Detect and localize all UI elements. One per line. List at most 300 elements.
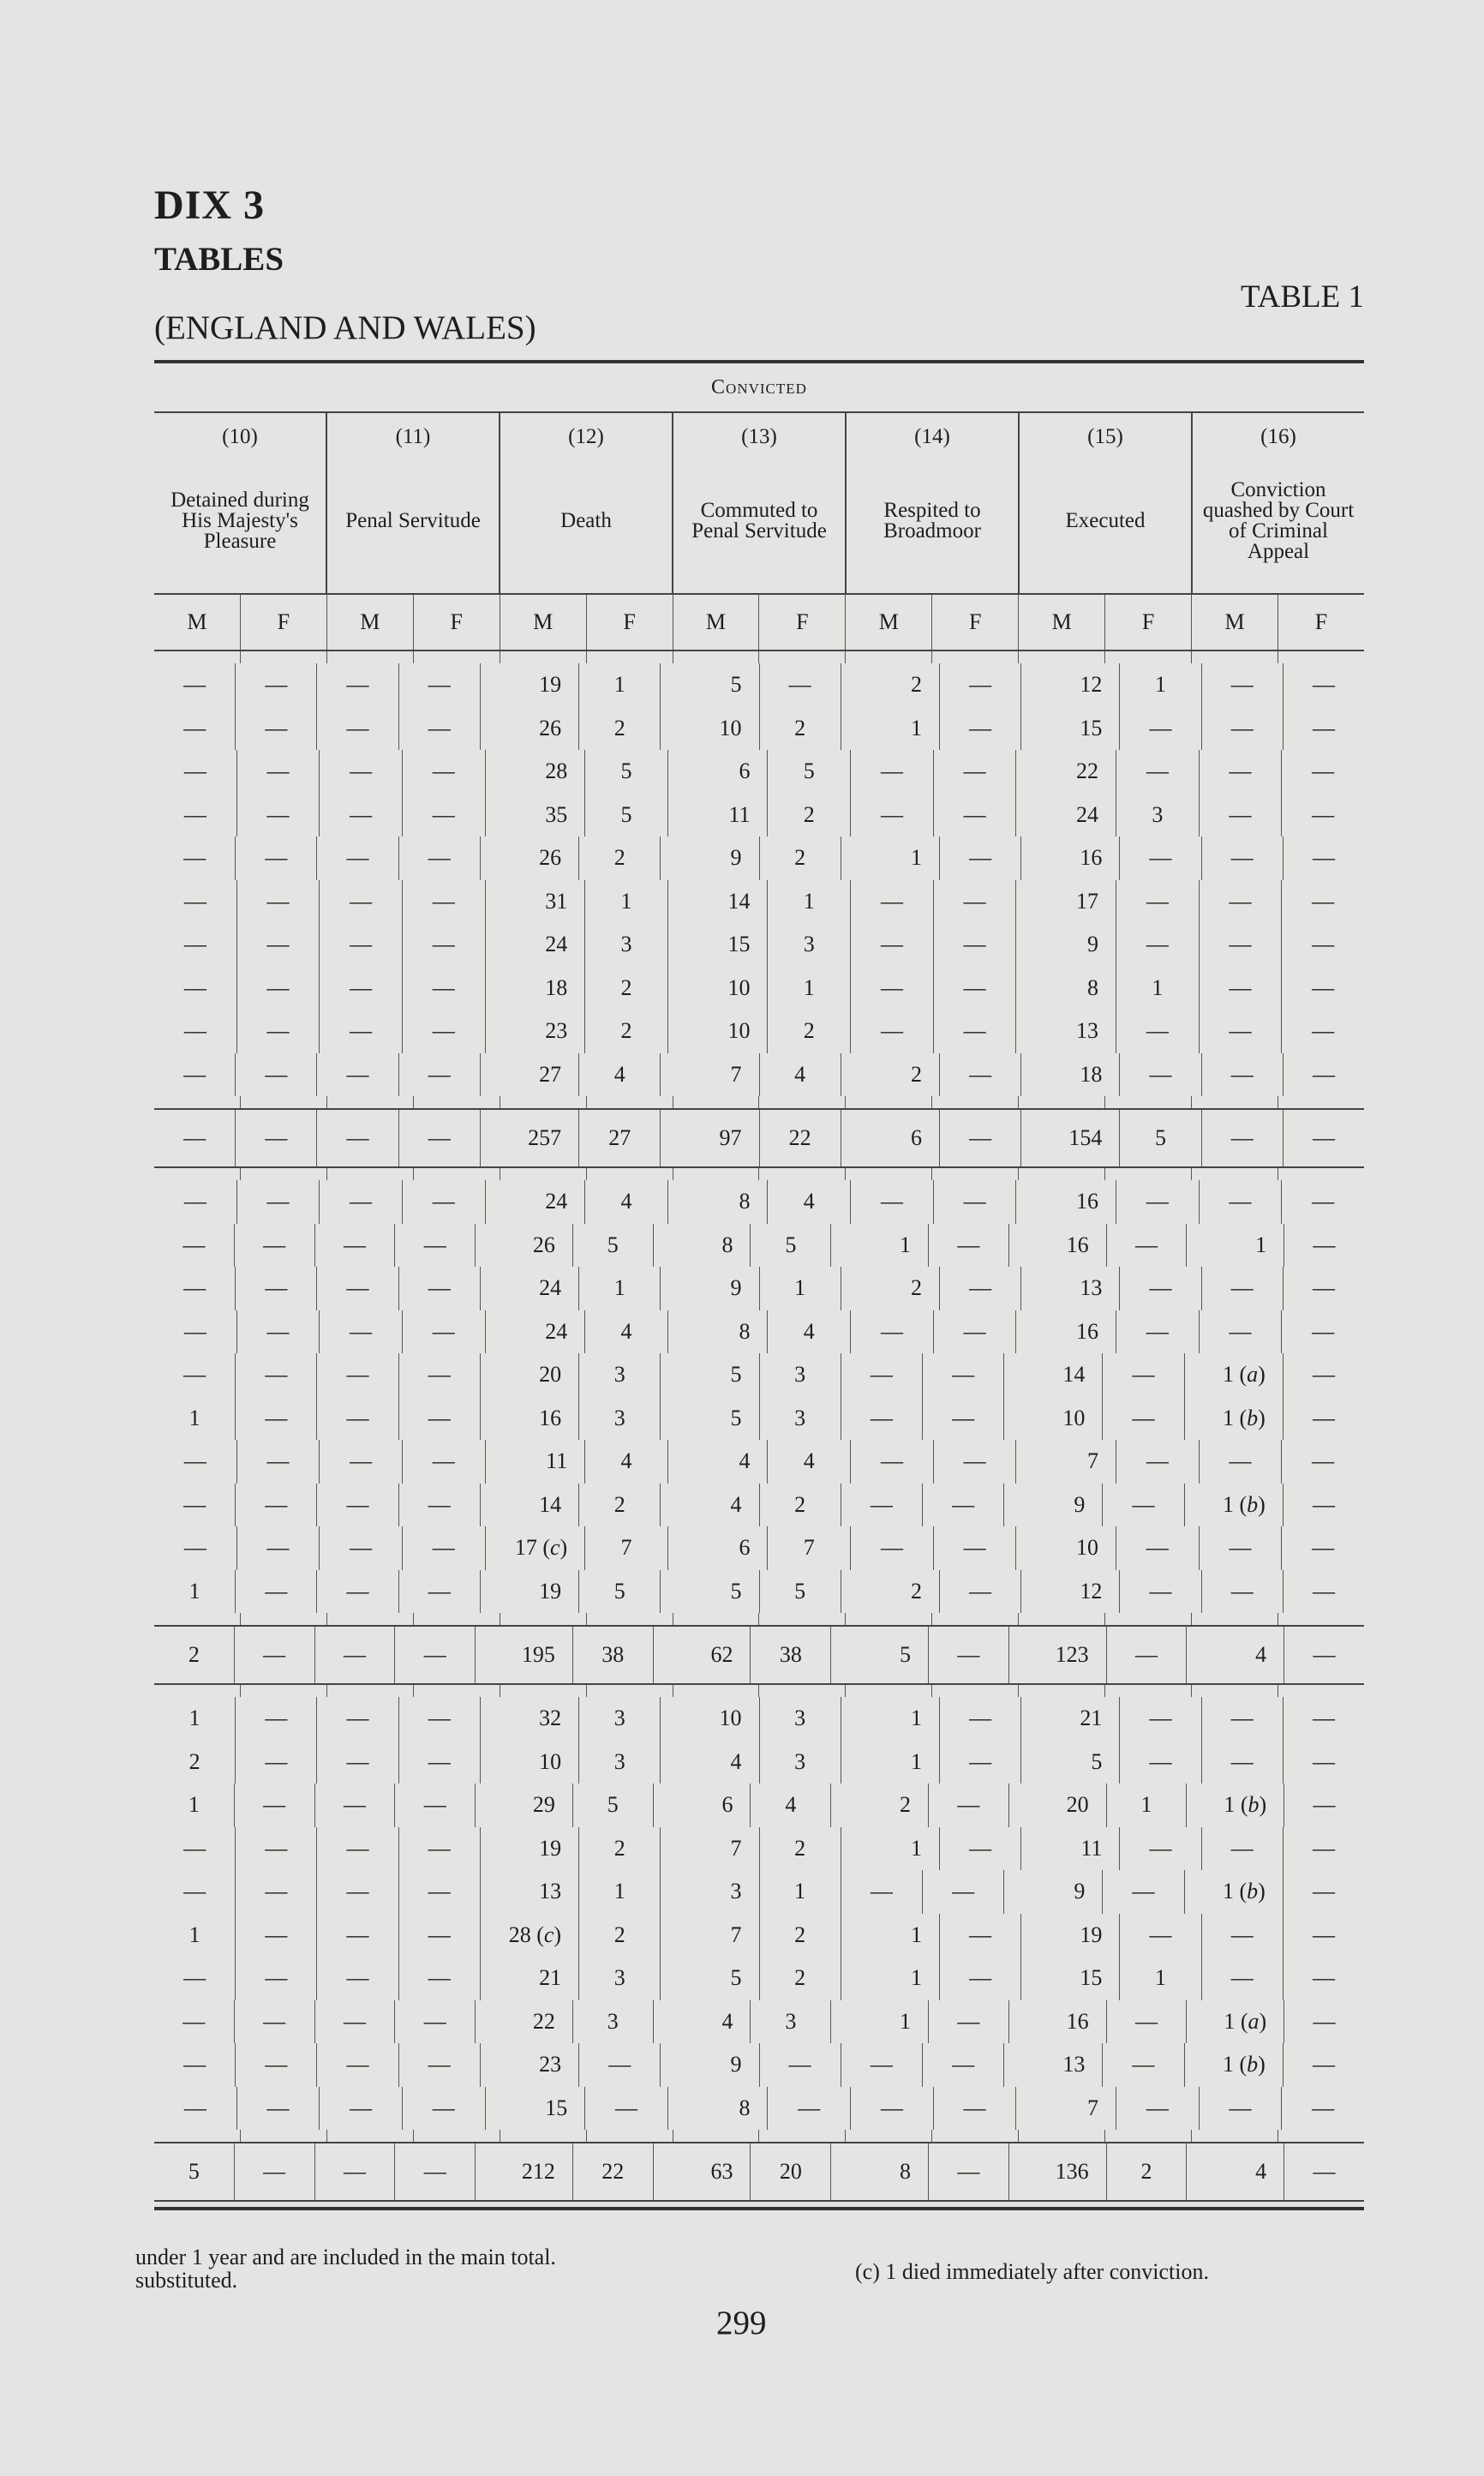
table-cell: —	[316, 1570, 398, 1614]
table-cell: 3	[584, 923, 667, 967]
table-cell: —	[235, 1741, 316, 1784]
table-cell: —	[236, 1180, 320, 1224]
table-cell: —	[402, 2087, 485, 2131]
table-cell: —	[314, 2143, 395, 2200]
table-cell: 11	[1020, 1827, 1119, 1871]
table-cell: 5	[578, 1570, 660, 1614]
table-cell: —	[319, 1180, 402, 1224]
table-cell: 1 ( b )	[1184, 1484, 1283, 1527]
table-cell: 1	[841, 836, 939, 880]
sex-sub-header: F	[586, 595, 673, 650]
table-cell: 1	[584, 880, 667, 924]
table-cell: —	[319, 880, 402, 924]
table-cell: —	[398, 1570, 480, 1614]
table-cell: 5	[767, 750, 850, 794]
table-cell: 1	[767, 880, 850, 924]
table-cell: —	[850, 1526, 933, 1570]
table-cell: —	[319, 750, 402, 794]
table-cell: 7	[660, 1053, 758, 1097]
table-cell: —	[235, 1484, 316, 1527]
table-cell: 2	[767, 794, 850, 837]
table-cell: —	[1116, 2087, 1199, 2131]
table-cell: 5	[660, 1353, 758, 1397]
table-cell: 97	[660, 1110, 758, 1166]
total-row	[154, 2142, 1364, 2202]
table-cell: —	[402, 750, 485, 794]
sex-sub-header: M	[326, 595, 413, 650]
table-cell: —	[398, 1827, 480, 1871]
table-cell: —	[236, 967, 320, 1010]
table-cell: 1	[188, 1578, 200, 1604]
table-cell: 1	[830, 1224, 928, 1268]
table-cell: 24	[485, 923, 585, 967]
table-cell: —	[922, 2043, 1003, 2087]
table-cell: —	[939, 1957, 1020, 2000]
table-cell: 2	[1106, 2143, 1187, 2200]
table-cell: 1	[578, 1267, 660, 1310]
table-cell: 1	[1119, 663, 1200, 707]
table-cell: 3	[572, 2000, 653, 2044]
table-cell: —	[183, 1362, 206, 1388]
table-cell: 1	[841, 1827, 939, 1871]
column-group-header	[499, 413, 672, 593]
table-cell: —	[319, 1440, 402, 1484]
table-cell: 3	[759, 1397, 841, 1441]
table-cell: 12	[1020, 663, 1119, 707]
table-cell: 31	[485, 880, 585, 924]
table-cell: —	[183, 1275, 206, 1301]
table-row	[154, 750, 1364, 794]
table-cell: 3	[578, 1397, 660, 1441]
table-cell: 2	[578, 707, 660, 751]
table-cell: 4	[767, 1440, 850, 1484]
table-cell: 7	[660, 1827, 758, 1871]
table-cell: —	[1102, 1484, 1183, 1527]
table-row	[154, 1827, 1364, 1871]
table-cell: 10	[1015, 1526, 1116, 1570]
table-cell: —	[319, 1010, 402, 1053]
table-cell: 20	[480, 1353, 578, 1397]
table-cell: 4	[584, 1180, 667, 1224]
table-row	[154, 1224, 1364, 1268]
table-cell: —	[235, 1870, 316, 1914]
table-cell: —	[316, 1914, 398, 1957]
table-cell: —	[1283, 1870, 1364, 1914]
table-cell: 10	[667, 1010, 768, 1053]
table-cell: —	[316, 836, 398, 880]
table-cell: —	[1201, 1110, 1283, 1166]
table-cell: 16	[1015, 1180, 1116, 1224]
table-row	[154, 880, 1364, 924]
column-group-label: Executed	[1065, 509, 1146, 532]
table-cell: 1	[188, 1921, 200, 1947]
table-cell: —	[183, 1491, 206, 1517]
table-cell: 22	[475, 2000, 572, 2044]
table-cell: —	[1199, 1526, 1282, 1570]
table-cell: —	[1281, 880, 1364, 924]
table-cell: —	[183, 1879, 206, 1904]
table-cell: 23	[480, 2043, 578, 2087]
table-cell: —	[398, 1053, 480, 1097]
table-cell: 16	[1008, 1224, 1106, 1268]
table-cell: 257	[480, 1110, 578, 1166]
table-cell: 2	[578, 1914, 660, 1957]
table-cell: —	[1283, 1110, 1364, 1166]
appendix-heading: DIX 3	[154, 183, 266, 228]
table-cell: 2	[841, 1053, 939, 1097]
table-cell: —	[316, 1697, 398, 1741]
table-cell: 1	[1106, 1784, 1187, 1827]
page-number: 299	[716, 2305, 767, 2341]
table-cell: 5	[830, 1627, 928, 1683]
table-row	[154, 1397, 1364, 1441]
table-cell: —	[314, 1784, 395, 1827]
table-cell: —	[235, 1053, 316, 1097]
table-cell: —	[759, 2043, 841, 2087]
table-cell: —	[183, 1125, 206, 1150]
table-cell: —	[1283, 707, 1364, 751]
table-cell: 13	[480, 1870, 578, 1914]
column-group-header	[672, 413, 845, 593]
table-cell: —	[316, 1741, 398, 1784]
table-cell: —	[933, 923, 1016, 967]
table-cell: —	[1116, 1010, 1199, 1053]
table-row	[154, 663, 1364, 707]
table-cell: 27	[578, 1110, 660, 1166]
table-cell: 10	[667, 967, 768, 1010]
table-cell: 8	[667, 1180, 768, 1224]
table-cell: —	[1119, 1914, 1200, 1957]
table-cell: —	[394, 2143, 475, 2200]
table-cell: 195	[475, 1627, 572, 1683]
table-cell: 10	[660, 707, 758, 751]
table-cell: 3	[759, 1353, 841, 1397]
table-cell: —	[183, 2008, 206, 2034]
table-cell: 28	[485, 750, 585, 794]
table-cell: —	[850, 1310, 933, 1354]
table-cell: —	[183, 758, 206, 784]
table-cell: —	[850, 794, 933, 837]
table-cell: 8	[667, 2087, 768, 2131]
table-cell: —	[236, 1526, 320, 1570]
table-cell: —	[316, 2043, 398, 2087]
table-cell: —	[236, 750, 320, 794]
table-cell: —	[1283, 1397, 1364, 1441]
table-cell: —	[236, 1310, 320, 1354]
table-cell: —	[183, 1835, 206, 1861]
table-cell: —	[183, 974, 206, 1000]
table-cell: 4	[584, 1310, 667, 1354]
table-row	[154, 2087, 1364, 2131]
table-cell: —	[1281, 1010, 1364, 1053]
table-cell: —	[1281, 1526, 1364, 1570]
column-group-headers	[154, 413, 1364, 595]
table-cell: 21	[480, 1957, 578, 2000]
table-cell: —	[236, 923, 320, 967]
table-cell: 1 ( a )	[1186, 2000, 1284, 2044]
table-cell: —	[183, 801, 206, 827]
table-cell: 3	[578, 1353, 660, 1397]
table-cell: —	[402, 1526, 485, 1570]
table-cell: —	[1201, 1957, 1283, 2000]
table-cell: —	[235, 1397, 316, 1441]
table-cell: —	[1199, 1180, 1282, 1224]
table-cell: 19	[480, 1570, 578, 1614]
table-cell: —	[933, 1440, 1016, 1484]
table-cell: —	[933, 1310, 1016, 1354]
table-cell: 212	[475, 2143, 572, 2200]
table-cell: 1 ( b )	[1186, 1784, 1284, 1827]
table-cell: 29	[475, 1784, 572, 1827]
table-cell: —	[183, 1535, 206, 1561]
table-cell: 16	[1020, 836, 1119, 880]
table-cell: 3	[767, 923, 850, 967]
table-cell: —	[939, 707, 1020, 751]
table-row	[154, 1914, 1364, 1957]
column-group-label: Detained during His Majesty's Pleasure	[171, 489, 309, 553]
table-cell: 9	[1015, 923, 1116, 967]
table-cell: —	[939, 1053, 1020, 1097]
table-cell: —	[841, 2043, 922, 2087]
table-cell: 4	[759, 1053, 841, 1097]
table-cell: 8	[667, 1310, 768, 1354]
table-row	[154, 1484, 1364, 1527]
table-cell: 5	[584, 794, 667, 837]
total-row	[154, 1108, 1364, 1168]
table-cell: —	[183, 1061, 206, 1087]
table-cell: —	[316, 1484, 398, 1527]
table-cell: —	[183, 1965, 206, 1991]
table-cell: 7	[1015, 2087, 1116, 2131]
table-cell: —	[1199, 1310, 1282, 1354]
table-cell: —	[316, 1827, 398, 1871]
table-cell: 2	[584, 967, 667, 1010]
column-group-number: (15)	[1087, 425, 1123, 448]
table-cell: 1	[841, 1741, 939, 1784]
table-cell: —	[1281, 967, 1364, 1010]
table-cell: —	[183, 1018, 206, 1044]
table-cell: —	[1119, 1053, 1200, 1097]
table-cell: —	[402, 794, 485, 837]
table-cell: 1	[830, 2000, 928, 2044]
table-cell: 4	[584, 1440, 667, 1484]
table-cell: 19	[1020, 1914, 1119, 1957]
table-cell: 1	[841, 1957, 939, 2000]
footnote-left	[135, 2245, 556, 2292]
column-group-header	[1191, 413, 1364, 593]
table-cell: —	[1119, 836, 1200, 880]
table-cell: 14	[667, 880, 768, 924]
sex-sub-header: F	[413, 595, 500, 650]
table-cell: —	[1283, 1741, 1364, 1784]
table-cell: —	[841, 1870, 922, 1914]
table-row	[154, 1784, 1364, 1827]
table-cell: —	[235, 707, 316, 751]
table-cell: —	[1199, 2087, 1282, 2131]
table-cell: 38	[572, 1627, 653, 1683]
sex-sub-header: M	[187, 609, 207, 634]
table-cell: 9	[1003, 1484, 1102, 1527]
table-row	[154, 1180, 1364, 1224]
table-cell: 2	[759, 707, 841, 751]
table-cell: 9	[1003, 1870, 1102, 1914]
table-cell: —	[1201, 1267, 1283, 1310]
table-cell: 19	[480, 663, 578, 707]
table-cell: —	[939, 836, 1020, 880]
table-cell: 1	[759, 1870, 841, 1914]
table-cell: 18	[1020, 1053, 1119, 1097]
table-cell: 62	[653, 1627, 751, 1683]
table-cell: —	[402, 880, 485, 924]
column-group-header	[845, 413, 1018, 593]
table-row	[154, 1526, 1364, 1570]
table-reference: TABLE 1	[1241, 279, 1364, 315]
table-cell: —	[183, 1189, 206, 1214]
table-cell: 5	[660, 1570, 758, 1614]
table-cell: 26	[475, 1224, 572, 1268]
table-cell: —	[1116, 1526, 1199, 1570]
table-row	[154, 1957, 1364, 2000]
sex-sub-header: F	[758, 595, 845, 650]
sex-sub-header: M	[1018, 595, 1104, 650]
table-cell: 17 ( c )	[485, 1526, 585, 1570]
table-cell: —	[1102, 1397, 1183, 1441]
footnote-left-line2: substituted.	[135, 2268, 238, 2293]
table-cell: 1 ( b )	[1184, 1397, 1283, 1441]
table-cell: 1	[578, 1870, 660, 1914]
table-cell: —	[922, 1397, 1003, 1441]
table-cell: —	[1116, 880, 1199, 924]
table-cell: 1 ( b )	[1184, 2043, 1283, 2087]
table-cell: —	[767, 2087, 850, 2131]
table-cell: —	[1119, 1697, 1200, 1741]
table-cell: —	[850, 880, 933, 924]
table-cell: —	[1201, 663, 1283, 707]
table-cell: —	[235, 1827, 316, 1871]
table-cell: 3	[1116, 794, 1199, 837]
table-cell: —	[316, 1110, 398, 1166]
sex-sub-header: F	[1278, 595, 1364, 650]
table-cell: —	[398, 1741, 480, 1784]
table-cell: —	[319, 923, 402, 967]
table-cell: —	[933, 2087, 1016, 2131]
table-row	[154, 1053, 1364, 1097]
table-cell: —	[1283, 1353, 1364, 1397]
table-cell: —	[1116, 1180, 1199, 1224]
table-cell: —	[1283, 1484, 1364, 1527]
table-cell: 3	[578, 1741, 660, 1784]
table-cell: 5	[759, 1570, 841, 1614]
sex-sub-headers	[154, 595, 1364, 651]
table-cell: —	[928, 1224, 1008, 1268]
table-cell: —	[928, 1627, 1008, 1683]
table-cell: —	[1102, 1353, 1183, 1397]
table-cell: —	[234, 2143, 314, 2200]
table-cell: —	[316, 707, 398, 751]
table-cell: 2	[759, 1827, 841, 1871]
table-cell: 7	[1015, 1440, 1116, 1484]
table-cell: —	[928, 1784, 1008, 1827]
table-cell: 2	[841, 1267, 939, 1310]
table-cell: —	[235, 1914, 316, 1957]
table-cell: 1	[188, 1706, 200, 1731]
table-cell: 11	[667, 794, 768, 837]
table-cell: 2	[188, 1642, 200, 1667]
table-cell: —	[183, 715, 206, 740]
table-cell: —	[933, 1526, 1016, 1570]
table-cell: 21	[1020, 1697, 1119, 1741]
table-cell: —	[1119, 1570, 1200, 1614]
table-cell: —	[1201, 1741, 1283, 1784]
table-cell: —	[398, 707, 480, 751]
sex-sub-header: M	[1191, 595, 1278, 650]
table-row	[154, 1697, 1364, 1741]
table-cell: —	[234, 1627, 314, 1683]
table-cell: —	[1283, 1914, 1364, 1957]
table-row	[154, 1310, 1364, 1354]
region-heading: (ENGLAND AND WALES)	[154, 309, 536, 346]
table-cell: —	[235, 1267, 316, 1310]
table-cell: 15	[485, 2087, 585, 2131]
table-cell: —	[1283, 1053, 1364, 1097]
table-cell: 2	[759, 1914, 841, 1957]
table-cell: 5	[584, 750, 667, 794]
table-cell: 15	[1020, 707, 1119, 751]
table-cell: 2	[759, 836, 841, 880]
table-cell: 5	[750, 1224, 830, 1268]
table-cell: —	[398, 836, 480, 880]
table-cell: 63	[653, 2143, 751, 2200]
sex-sub-header: F	[1104, 595, 1191, 650]
table-cell: —	[398, 663, 480, 707]
table-cell: —	[850, 1010, 933, 1053]
table-cell: 13	[1020, 1267, 1119, 1310]
table-cell: 5	[572, 1224, 653, 1268]
column-group-label: Commuted to Penal Servitude	[691, 499, 827, 543]
table-cell: 2	[578, 1484, 660, 1527]
table-cell: —	[1281, 1440, 1364, 1484]
table-cell: —	[319, 967, 402, 1010]
table-cell: —	[394, 2000, 475, 2044]
table-cell: 3	[660, 1870, 758, 1914]
table-cell: —	[939, 1741, 1020, 1784]
table-cell: —	[933, 1010, 1016, 1053]
table-cell: 24	[480, 1267, 578, 1310]
table-cell: 22	[1015, 750, 1116, 794]
table-cell: —	[319, 1526, 402, 1570]
table-cell: —	[234, 1224, 314, 1268]
column-group-label: Penal Servitude	[345, 509, 481, 532]
table-cell: 14	[480, 1484, 578, 1527]
table-cell: —	[1284, 1224, 1364, 1268]
table-cell: —	[1201, 1697, 1283, 1741]
table-cell: 9	[660, 1267, 758, 1310]
table-cell: —	[1199, 967, 1282, 1010]
table-cell: 19	[480, 1827, 578, 1871]
table-cell: 18	[485, 967, 585, 1010]
table-cell: —	[236, 880, 320, 924]
table-cell: 32	[480, 1697, 578, 1741]
table-cell: —	[316, 1053, 398, 1097]
table-cell: —	[1284, 2143, 1364, 2200]
sex-sub-header: M	[500, 595, 586, 650]
table-cell: —	[316, 1957, 398, 2000]
table-cell: 2	[759, 1484, 841, 1527]
table-cell: —	[234, 2000, 314, 2044]
convictions-table	[154, 360, 1364, 2210]
table-cell: —	[1102, 1870, 1183, 1914]
table-cell: —	[398, 1110, 480, 1166]
